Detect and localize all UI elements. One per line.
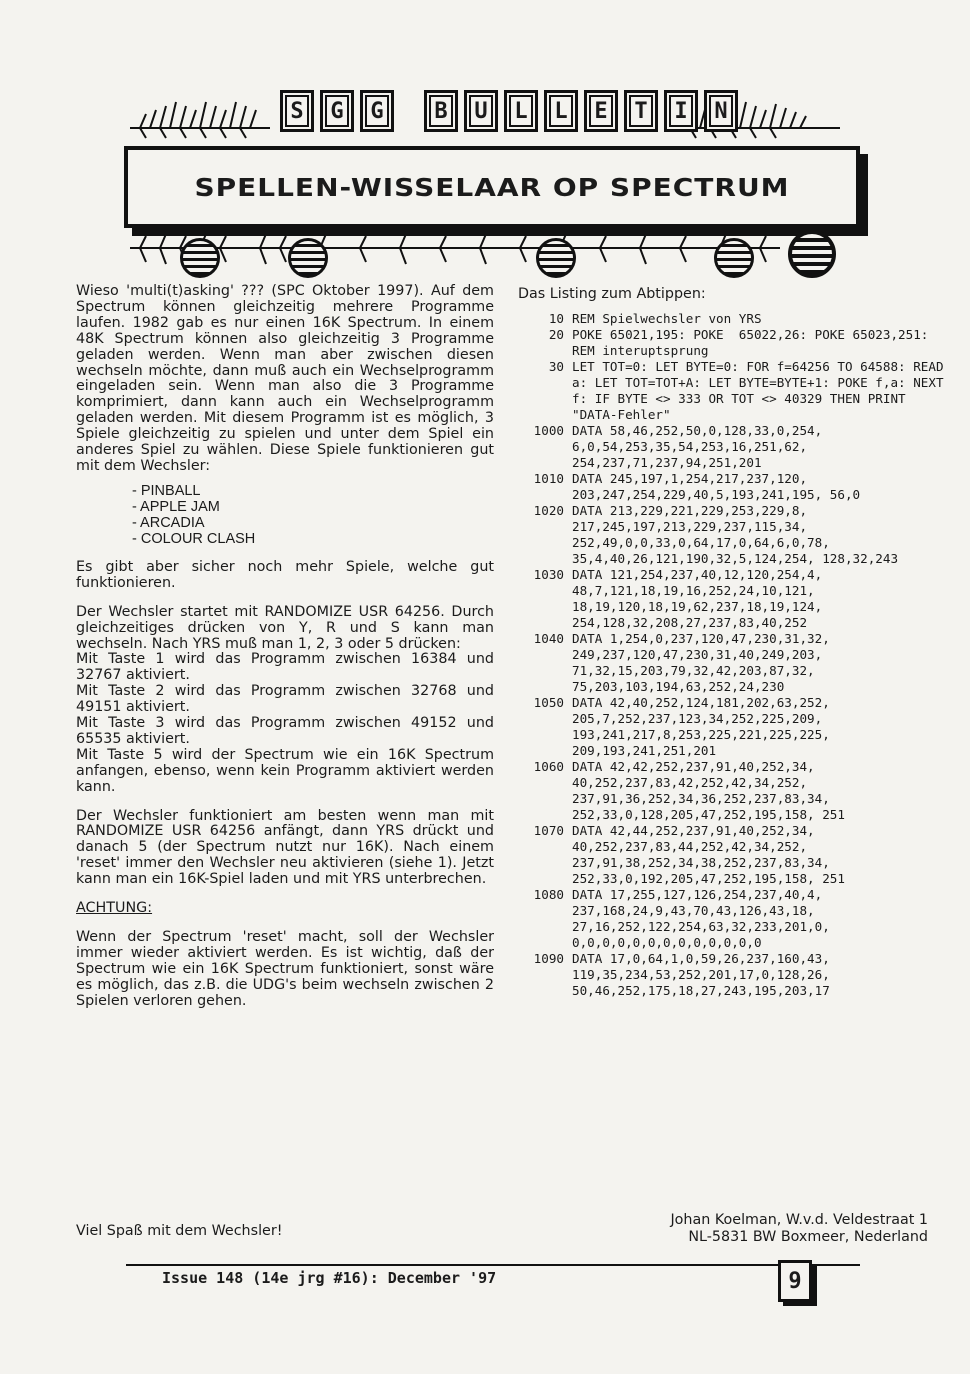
line-number: 1020: [533, 503, 564, 518]
listing-line: [518, 631, 948, 695]
line-code: LET TOT=0: LET BYTE=0: FOR f=64256 TO 64588: READ a: LET TOT=TOT+A: LET BYTE=BYTE+1: POKE f,a: NEXT f: IF BYTE <> 333 OR TOT <> 40329 THEN PRINT "DATA-Fehler": [572, 359, 952, 422]
listing-line: [518, 759, 948, 823]
line-number: 1060: [533, 759, 564, 774]
large-bauble-icon: [788, 230, 836, 278]
logo-letter: N: [704, 90, 738, 132]
listing-line: [518, 359, 952, 423]
line-number: 20: [548, 327, 564, 342]
logo-letter: S: [280, 90, 314, 132]
listing-line: [518, 423, 948, 471]
line-number: 1080: [533, 887, 564, 902]
line-code: DATA 245,197,1,254,217,237,120, 203,247,254,229,40,5,193,241,195, 56,0: [572, 471, 861, 502]
line-code: DATA 17,0,64,1,0,59,26,237,160,43, 119,35,234,53,252,201,17,0,128,26, 50,46,252,175,18,27,243,195,203,17: [572, 951, 838, 998]
paragraph: Mit Taste 3 wird das Programm zwischen 49152 und 65535 aktiviert.: [76, 715, 494, 747]
listing-title: Das Listing zum Abtippen:: [518, 286, 706, 302]
logo-letter: U: [464, 90, 498, 132]
listing-line: [518, 823, 948, 887]
line-code: REM Spielwechsler von YRS: [572, 311, 762, 326]
basic-listing: [518, 311, 952, 999]
bauble-icon: [714, 238, 754, 278]
logo-letter: L: [544, 90, 578, 132]
achtung-heading: ACHTUNG:: [76, 900, 153, 917]
game-item: - COLOUR CLASH: [132, 530, 256, 547]
logo-letter: G: [320, 90, 354, 132]
line-code: DATA 42,40,252,124,181,202,63,252, 205,7,252,237,123,34,252,225,209, 193,241,217,8,253,225,221,225,225, 209,193,241,251,201: [572, 695, 838, 758]
line-code: DATA 1,254,0,237,120,47,230,31,32, 249,237,120,47,230,31,40,249,203, 71,32,15,203,79,32,42,203,87,32, 75,203,103,194,63,252,24,230: [572, 631, 838, 694]
article-text-column: [76, 284, 494, 1010]
games-list: [76, 483, 494, 547]
line-code: DATA 58,46,252,50,0,128,33,0,254, 6,0,54,253,35,54,253,16,251,62, 254,237,71,237,94,251,201: [572, 423, 830, 470]
logo-sgg-bulletin: [280, 90, 738, 132]
paragraph: Mit Taste 1 wird das Programm zwischen 16384 und 32767 aktiviert.: [76, 651, 494, 684]
line-number: 1010: [533, 471, 564, 486]
line-code: DATA 17,255,127,126,254,237,40,4, 237,168,24,9,43,70,43,126,43,18, 27,16,252,122,254,63,32,233,201,0, 0,0,0,0,0,0,0,0,0,0,0,0,0: [572, 887, 838, 950]
game-item: - PINBALL: [132, 482, 201, 499]
line-code: DATA 42,44,252,237,91,40,252,34, 40,252,237,83,44,252,42,34,252, 237,91,38,252,34,38,252,237,83,34, 252,33,0,192,205,47,252,195,158, 251: [572, 823, 845, 886]
listing-line: [518, 327, 948, 359]
line-code: POKE 65021,195: POKE 65022,26: POKE 65023,251: REM interuptsprung: [572, 327, 936, 358]
bauble-icon: [536, 238, 576, 278]
author-signature: [670, 1212, 928, 1246]
author-name-street: Johan Koelman, W.v.d. Veldestraat 1: [670, 1212, 928, 1228]
line-code: DATA 42,42,252,237,91,40,252,34, 40,252,237,83,42,252,42,34,252, 237,91,36,252,34,36,252,237,83,34, 252,33,0,128,205,47,252,195,158, 251: [572, 759, 845, 822]
footer-rule: [126, 1264, 860, 1266]
logo-letter: T: [624, 90, 658, 132]
page-number: 9: [778, 1260, 812, 1302]
paragraph: Der Wechsler startet mit RANDOMIZE USR 64256. Durch gleichzeitiges drücken von Y, R und S kann man wechseln. Nach YRS muß man 1, 2, 3 oder 5 drücken:: [76, 603, 494, 652]
logo-letter: L: [504, 90, 538, 132]
article-title: SPELLEN-WISSELAAR OP SPECTRUM: [194, 172, 790, 202]
logo-letter: B: [424, 90, 458, 132]
logo-letter: I: [664, 90, 698, 132]
paragraph: Mit Taste 2 wird das Programm zwischen 32768 und 49151 aktiviert.: [76, 683, 494, 716]
closing-line: Viel Spaß mit dem Wechsler!: [76, 1223, 283, 1239]
listing-line: [518, 695, 948, 759]
logo-letter: G: [360, 90, 394, 132]
paragraph: Der Wechsler funktioniert am besten wenn man mit RANDOMIZE USR 64256 anfängt, dann YRS drückt und danach 5 (der Spectrum nutzt nur 16K). Nach einem 'reset' immer den Wechsler neu aktivieren (siehe 1). Jetzt kann man ein 16K-Spiel laden und mit YRS unterbrechen.: [76, 807, 494, 888]
listing-line: [518, 567, 948, 631]
line-number: 1000: [533, 423, 564, 438]
author-city-country: NL-5831 BW Boxmeer, Nederland: [688, 1229, 928, 1245]
listing-line: [518, 503, 948, 567]
line-code: DATA 213,229,221,229,253,229,8, 217,245,197,213,229,237,115,34, 252,49,0,0,33,0,64,17,0,64,6,0,78, 35,4,40,26,121,190,32,5,124,254, 128,32,243: [572, 503, 899, 566]
header-banner: [120, 78, 860, 283]
line-number: 1070: [533, 823, 564, 838]
logo-letter: E: [584, 90, 618, 132]
line-number: 10: [548, 311, 564, 326]
game-item: - APPLE JAM: [132, 498, 220, 515]
listing-column: [518, 286, 952, 999]
intro-paragraph: Wieso 'multi(t)asking' ??? (SPC Oktober 1997). Auf dem Spectrum können gleichzeitig mehrere Programme laufen. 1982 gab es nur einen 16K Spectrum. In einem 48K Spectrum können also gleichzeitig 3 Programme geladen werden. Wenn man aber zwischen diesen wechseln möchte, dann muß auch ein Wechselprogramm eingeladen sein. Wenn man also die 3 Programme komprimiert, dann kann auch ein Wechselprogramm geladen werden. Mit diesem Programm ist es möglich, 3 Spiele gleichzeitig zu spielen und unter dem Spiel ein anderes Spiel zu wählen. Diese Spiele funktionieren gut mit dem Wechsler:: [76, 283, 494, 474]
listing-line: [518, 311, 948, 327]
bauble-icon: [288, 238, 328, 278]
game-item: - ARCADIA: [132, 514, 205, 531]
line-number: 1040: [533, 631, 564, 646]
paragraph: Mit Taste 5 wird der Spectrum wie ein 16K Spectrum anfangen, ebenso, wenn kein Programm aktiviert werden kann.: [76, 746, 494, 795]
paragraph: Wenn der Spectrum 'reset' macht, soll der Wechsler immer wieder aktiviert werden. Es ist wichtig, daß der Spectrum wie ein 16K Spectrum funktioniert, sonst wäre es möglich, das z.B. die UDG's beim wechseln zwischen 2 Spielen verloren gehen.: [76, 929, 494, 1009]
line-number: 1030: [533, 567, 564, 582]
article-title-box: [124, 146, 860, 228]
issue-line: Issue 148 (14e jrg #16): December '97: [162, 1269, 497, 1287]
ornament-row: [180, 238, 754, 278]
listing-line: [518, 887, 948, 951]
line-number: 1050: [533, 695, 564, 710]
bauble-icon: [180, 238, 220, 278]
listing-line: [518, 951, 948, 999]
paragraph: Es gibt aber sicher noch mehr Spiele, welche gut funktionieren.: [76, 558, 494, 591]
line-number: 30: [548, 359, 564, 374]
listing-line: [518, 471, 948, 503]
line-number: 1090: [533, 951, 564, 966]
line-code: DATA 121,254,237,40,12,120,254,4, 48,7,121,18,19,16,252,24,10,121, 18,19,120,18,19,62,237,18,19,124, 254,128,32,208,27,237,83,40,252: [572, 567, 830, 630]
